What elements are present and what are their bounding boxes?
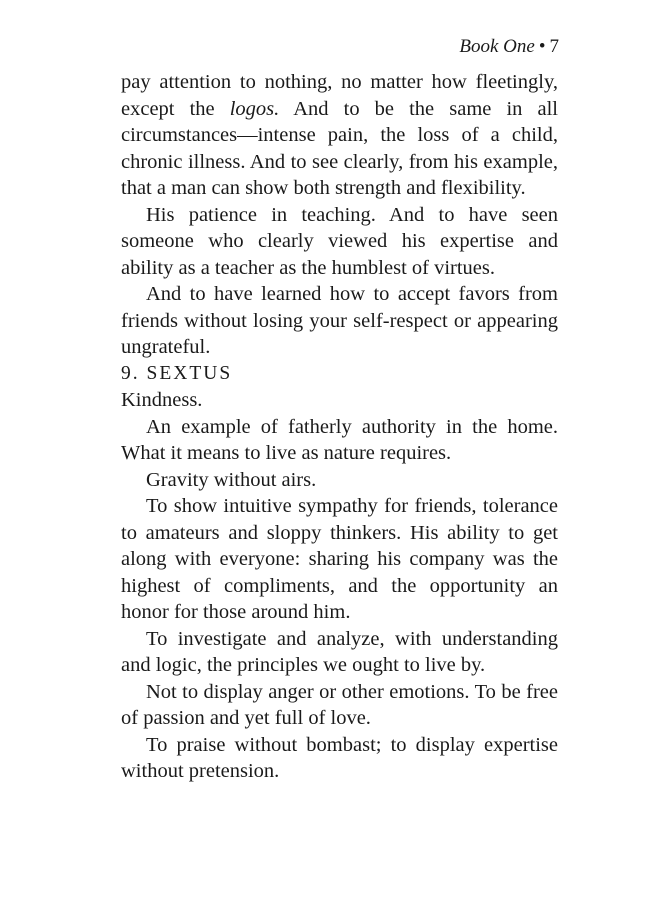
paragraph: An example of fatherly authority in the home. What it means to live as nature requires. <box>121 415 558 464</box>
body-text <box>121 69 558 785</box>
paragraph: Gravity without airs. <box>146 468 317 491</box>
paragraph: His patience in teaching. And to have seen someone who clearly viewed his expertise and ability as a teacher as the humblest of virtues. <box>121 203 558 279</box>
paragraph-continuation <box>121 69 558 202</box>
logos-term: logos. <box>229 97 280 120</box>
paragraph: Not to display anger or other emotions. To be free of passion and yet full of love. <box>121 680 558 729</box>
running-head <box>459 36 559 58</box>
page-number: 7 <box>549 36 559 57</box>
section-name: SEXTUS <box>146 362 233 384</box>
section-heading <box>121 361 558 388</box>
paragraph: And to have learned how to accept favors from friends without losing your self-respect or appearing ungrateful. <box>121 283 558 358</box>
paragraph-text: And to be the same in all circumstances—intense pain, the loss of a child, chronic illness. And to see clearly, from his example, that a man can show both strength and flexibility. <box>121 97 558 199</box>
section-number: 9. <box>121 362 140 384</box>
paragraph: To praise without bombast; to display expertise without pretension. <box>121 733 558 782</box>
paragraph: To show intuitive sympathy for friends, tolerance to amateurs and sloppy thinkers. His ability to get along with everyone: sharing his company was the highest of compliments, and the opportunity an honor for those around him. <box>121 495 558 623</box>
paragraph-text: pay attention to nothing, no matter how fleetingly, except the <box>121 71 558 120</box>
book-title: Book One <box>459 36 535 57</box>
paragraph: To investigate and analyze, with understanding and logic, the principles we ought to live by. <box>121 627 558 676</box>
paragraph: Kindness. <box>121 389 203 411</box>
running-head-separator: • <box>538 36 546 57</box>
